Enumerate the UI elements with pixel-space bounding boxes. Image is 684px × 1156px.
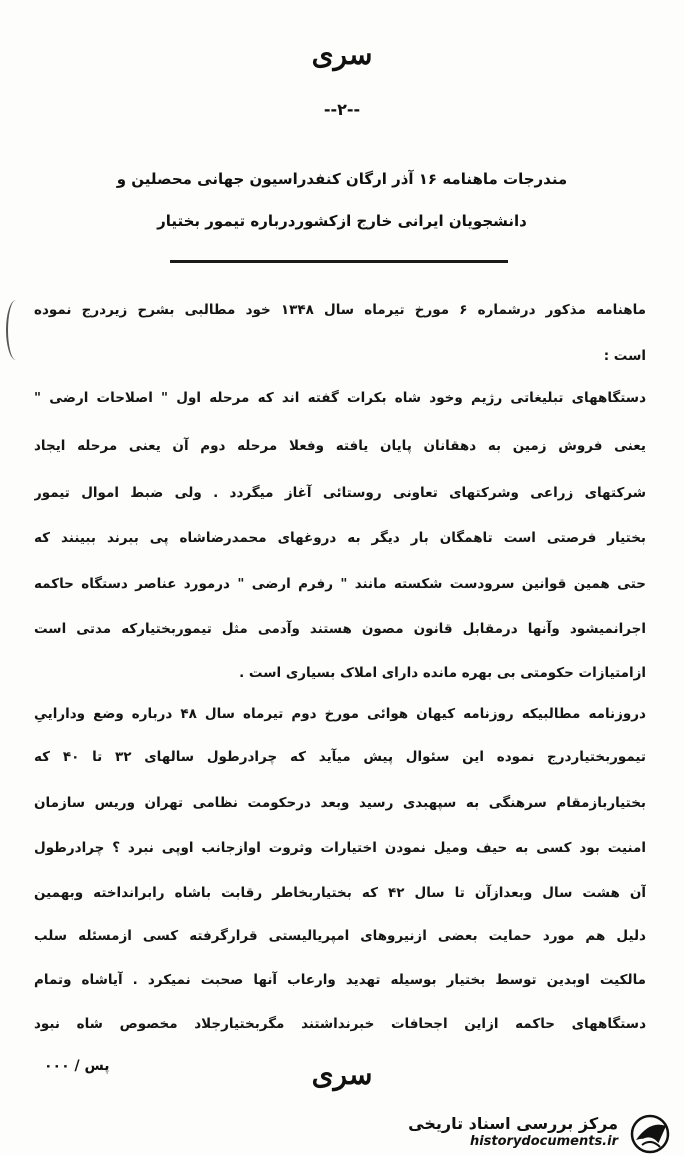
body-text-line: تیموربختیاردرج نموده این سئوال پیش میآید که چرادرطول سالهای ۳۲ تا ۴۰ که [34, 749, 646, 765]
body-text-line: حتی همین قوانین سرودست شکسته مانند " رفرم ارضی " درمورد عناصر دستگاه حاکمه [34, 576, 646, 592]
body-text-line: ماهنامه مذکور درشماره ۶ مورخ تیرماه سال ۱۳۴۸ خود مطالبی بشرح زیردرج نموده [34, 302, 646, 318]
body-text-line: دستگاههای حاکمه ازاین اجحافات خبرنداشتند مگربختیارجلاد مخصوص شاه نبود [34, 1016, 646, 1032]
continuation-mark: پس / ۰۰۰ [44, 1058, 110, 1074]
body-text-line: آن هشت سال وبعدازآن تا سال ۴۲ که بختیاربخاطر رقابت باشاه رابرانداخته وبهمین [34, 885, 646, 901]
body-text-line: شرکتهای زراعی وشرکتهای تعاونی روستائی آغاز میگردد . ولی ضبط اموال تیمور [34, 485, 646, 501]
body-text-line: امنیت بود کسی به حیف ومیل نمودن اختیارات وثروت اوازجانب اوپی نبرد ؟ چرادرطول [34, 840, 646, 856]
body-text-line: دروزنامه مطالبیکه روزنامه کیهان هوائی مورخ دوم تیرماه سال ۴۸ درباره وضع وداراییِ [34, 706, 646, 722]
body-text-line: دلیل هم مورد حمایت بعضی ازنیروهای امپریالیستی قرارگرفته کسی ازمسئله سلب [34, 928, 646, 944]
watermark-url: historydocuments.ir [469, 1134, 618, 1149]
body-text-line: اجرانمیشود وآنها درمقابل قانون مصون هستند وآدمی مثل تیموربختیارکه مدتی است [34, 621, 646, 637]
document-heading-line-1: مندرجات ماهنامه ۱۶ آذر ارگان کنفدراسیون جهانی محصلین و [116, 170, 568, 188]
body-text-line: بختیاربازمقام سرهنگی به سپهبدی رسید وبعد درحکومت نظامی تهران وریس سازمان [34, 795, 646, 811]
classification-stamp-bottom: سری [311, 1058, 373, 1091]
body-text-line: ازامتیازات حکومتی بی بهره مانده دارای املاک بسیاری است . [239, 665, 646, 681]
body-text-line: است : [603, 348, 646, 364]
body-text-line: بختیار فرصتی است تاهمگان بار دیگر به دروغهای محمدرضاشاه پی ببرند ببینند که [34, 530, 646, 546]
archive-watermark [408, 1112, 678, 1156]
archive-logo-icon [628, 1114, 672, 1154]
body-text-line: دستگاههای تبلیغاتی رژیم وخود شاه بکرات گفته اند که مرحله اول " اصلاحات ارضی " [34, 390, 646, 406]
page-number: --۲-- [323, 100, 361, 119]
body-text-line: یعنی فروش زمین به دهقانان پایان یافته وفعلا مرحله دوم آن یعنی مرحله ایجاد [34, 438, 646, 454]
heading-underline [170, 260, 508, 263]
document-heading-line-2: دانشجویان ایرانی خارج ازکشوردرباره تیمور بختیار [157, 212, 527, 230]
body-text-line: مالکیت اوبدین توسط بختیار بوسیله تهدید وارعاب آنها صحبت نمیکرد . آیاشاه وتمام [34, 972, 646, 988]
classification-stamp-top: سری [311, 38, 373, 71]
margin-bracket-mark [6, 300, 26, 360]
watermark-title: مرکز بررسی اسناد تاریخی [408, 1114, 618, 1133]
